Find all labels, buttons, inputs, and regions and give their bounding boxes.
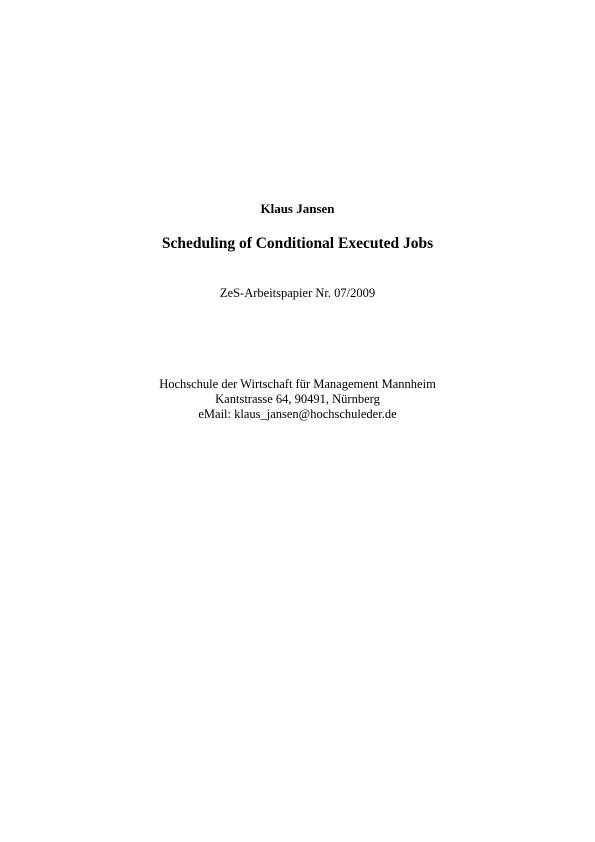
paper-title: Scheduling of Conditional Executed Jobs xyxy=(161,235,434,252)
working-paper-number: ZeS-Arbeitspapier Nr. 07/2009 xyxy=(219,286,376,300)
institution-name: Hochschule der Wirtschaft für Management Mannheim xyxy=(159,377,436,391)
affiliation-block xyxy=(0,377,595,422)
postal-address: Kantstrasse 64, 90491, Nürnberg xyxy=(215,392,380,406)
email-address: eMail: klaus_jansen@hochschuleder.de xyxy=(198,407,397,421)
author-name: Klaus Jansen xyxy=(260,201,335,216)
